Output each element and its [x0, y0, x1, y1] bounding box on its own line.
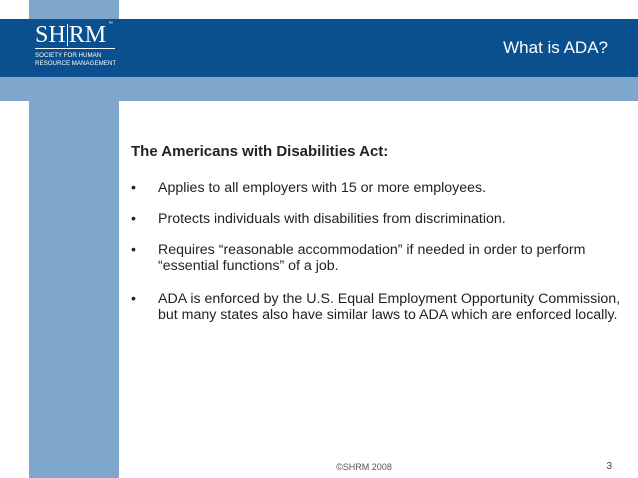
- logo-mark-right: RM: [68, 22, 107, 48]
- header-underline-band: [0, 77, 638, 101]
- bullet-text: Applies to all employers with 15 or more employees.: [158, 180, 487, 196]
- logo-trademark: ™: [108, 21, 114, 27]
- bullet-text: ADA is enforced by the U.S. Equal Employment Opportunity Commission, but many states also have similar laws to ADA which are enforced locally.: [158, 291, 621, 323]
- bullet-list: [131, 180, 621, 338]
- logo-line-2: RESOURCE MANAGEMENT: [35, 60, 117, 67]
- bullet-dot: •: [131, 242, 136, 258]
- bullet-dot: •: [131, 180, 136, 196]
- content-area: [119, 101, 638, 478]
- footer-copyright: ©SHRM 2008: [336, 462, 392, 472]
- list-item: [131, 180, 621, 196]
- bullet-dot: •: [131, 211, 136, 227]
- logo-line-1: SOCIETY FOR HUMAN: [35, 52, 102, 59]
- logo-mark-left: SH: [35, 22, 66, 48]
- slide-title: What is ADA?: [503, 38, 608, 57]
- bullet-text: Requires “reasonable accommodation” if needed in order to perform “essential functions” of a job.: [158, 242, 586, 274]
- bullet-text: Protects individuals with disabilities from discrimination.: [158, 211, 506, 227]
- list-item: [131, 211, 621, 227]
- shrm-logo: [31, 19, 119, 77]
- list-item: [131, 291, 621, 323]
- list-item: [131, 242, 621, 274]
- bullet-dot: •: [131, 291, 136, 307]
- logo-mark: [35, 23, 115, 49]
- content-subtitle: The Americans with Disabilities Act:: [131, 143, 389, 160]
- logo-mark-divider: [67, 24, 68, 46]
- page-number: 3: [606, 461, 612, 472]
